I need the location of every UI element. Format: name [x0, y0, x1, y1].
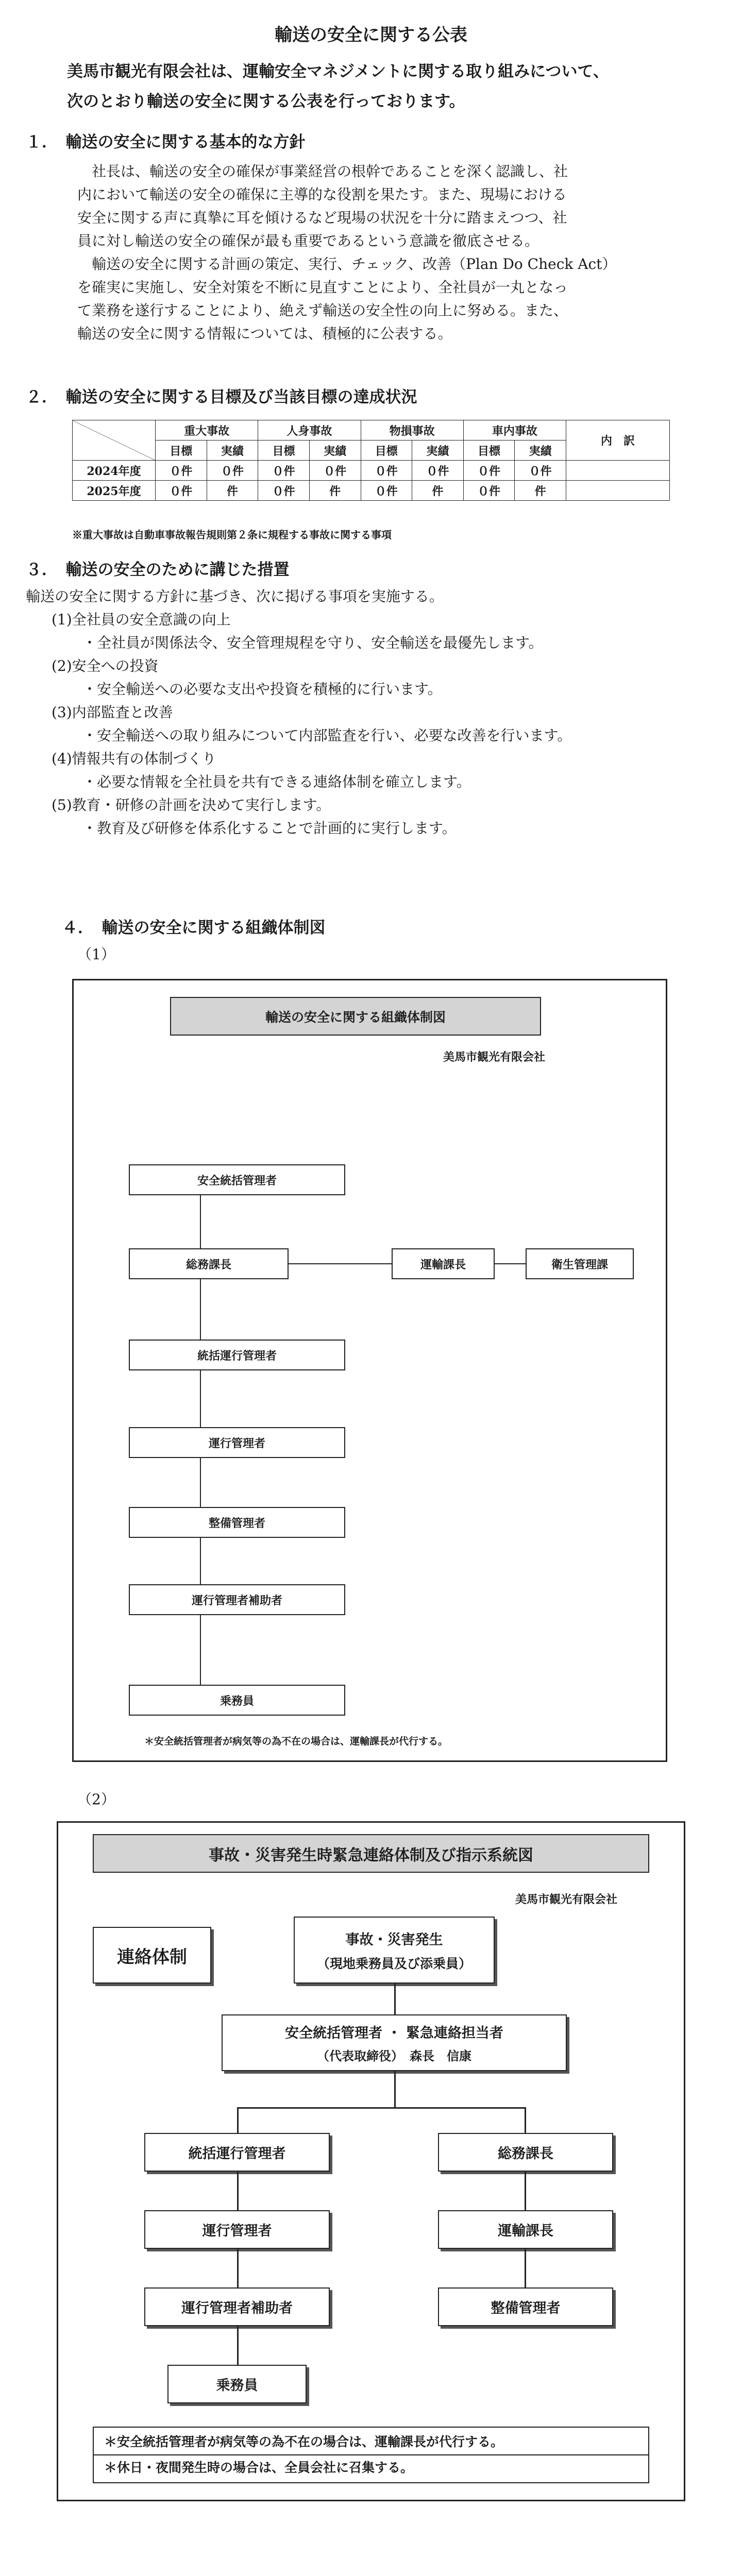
s3-item-desc: ・全社員が関係法令、安全管理規程を守り、安全輸送を最優先します。: [82, 634, 543, 651]
table-header: 重大事故: [156, 420, 258, 440]
emergency-head-box: [222, 2014, 567, 2071]
org-node-operations-manager: 運行管理者: [129, 1427, 345, 1458]
org-chart-title: 輸送の安全に関する組織体制図: [170, 997, 541, 1036]
emergency-line: [237, 2107, 526, 2109]
table-corner: [73, 420, 156, 461]
emergency-line: [525, 2107, 526, 2133]
table-cell: [566, 461, 670, 481]
org-node-general-affairs-chief: 総務課長: [129, 1248, 289, 1279]
emergency-line: [237, 2107, 239, 2133]
emergency-line: [394, 2071, 396, 2107]
org-node-hygiene: 衛生管理課: [526, 1248, 634, 1279]
org-chart-note: ＊安全統括管理者が病気等の為不在の場合は、運輸課長が代行する。: [144, 1736, 448, 1747]
s3-item-desc: ・安全輸送への取り組みについて内部監査を行い、必要な改善を行います。: [82, 727, 572, 744]
emergency-chart-title: 事故・災害発生時緊急連絡体制及び指示系統図: [93, 1834, 649, 1873]
table-row: [73, 481, 670, 501]
table-cell: ０件: [515, 461, 566, 481]
org-node-maintenance-manager: 整備管理者: [129, 1507, 345, 1538]
org-node-safety-manager: 安全統括管理者: [129, 1164, 345, 1195]
em-left-operations-manager: 運行管理者: [144, 2210, 330, 2249]
emergency-head-sub: （代表取締役） 森長 信康: [317, 2049, 471, 2063]
table-header: 車内事故: [463, 420, 566, 440]
table-cell: ０件: [309, 461, 361, 481]
s3-item-title: (2)安全への投資: [52, 657, 159, 674]
org-vertical-line: [200, 1615, 201, 1685]
table-subheader: 実績: [515, 440, 566, 461]
s3-item-desc: ・必要な情報を全社員を共有できる連絡体制を確立します。: [82, 773, 471, 790]
table-cell: ０件: [463, 461, 515, 481]
em-left-operations-assistant: 運行管理者補助者: [144, 2287, 330, 2326]
em-left-crew: 乗務員: [167, 2365, 307, 2403]
emergency-chart-company: 美馬市観光有限会社: [515, 1893, 618, 1906]
em-right-general-affairs-chief: 総務課長: [438, 2133, 613, 2172]
table-subheader: 目標: [463, 440, 515, 461]
contact-system-badge: 連絡体制: [93, 1927, 211, 1984]
s1-line: 輸送の安全に関する計画の策定、実行、チェック、改善（Plan Do Check Act）: [77, 256, 617, 273]
table-cell: 件: [515, 481, 566, 501]
s1-line: 社長は、輸送の安全の確保が事業経営の根幹であることを深く認識し、社: [77, 163, 568, 180]
emergency-line: [394, 1984, 396, 2014]
table-cell: ０件: [258, 461, 310, 481]
table-cell: ０件: [207, 461, 258, 481]
table-header: 人身事故: [258, 420, 361, 440]
em-right-maintenance-manager: 整備管理者: [438, 2287, 613, 2326]
s3-item-title: (3)内部監査と改善: [52, 704, 173, 721]
table-cell: 件: [207, 481, 258, 501]
org-node-transport-chief: 運輸課長: [392, 1248, 495, 1279]
table-subheader: 目標: [361, 440, 412, 461]
table-cell: ０件: [412, 461, 464, 481]
table-subheader: 目標: [156, 440, 207, 461]
table-subheader: 実績: [207, 440, 258, 461]
emergency-line: [525, 2249, 526, 2287]
table-cell: ０件: [463, 481, 515, 501]
emergency-line: [237, 2172, 239, 2210]
section-1-heading: １． 輸送の安全に関する基本的な方針: [26, 133, 306, 151]
org-vertical-line: [200, 1180, 201, 1623]
table-row: [73, 461, 670, 481]
org-node-crew: 乗務員: [129, 1685, 345, 1716]
table-subheader: 目標: [258, 440, 310, 461]
row-year: 2025年度: [73, 481, 156, 501]
table-cell: ０件: [156, 481, 207, 501]
table-note: ※重大事故は自動車事故報告規則第２条に規程する事故に関する事項: [72, 529, 392, 541]
emergency-line: [237, 2326, 239, 2365]
s3-item-desc: ・安全輸送への必要な支出や投資を積極的に行います。: [82, 681, 442, 698]
lead-line-1: 美馬市観光有限会社は、運輸安全マネジメントに関する取り組みについて、: [67, 62, 609, 81]
table-subheader: 実績: [309, 440, 361, 461]
table-cell: ０件: [361, 461, 412, 481]
table-subheader: 実績: [412, 440, 464, 461]
targets-table: [72, 420, 670, 501]
s1-line: 安全に関する声に真摯に耳を傾けるなど現場の状況を十分に踏まえつつ、社: [77, 209, 567, 226]
em-left-chief-operations-manager: 統括運行管理者: [144, 2133, 330, 2172]
s1-line: 輸送の安全に関する情報については、積極的に公表する。: [77, 325, 452, 342]
table-cell: 件: [309, 481, 361, 501]
section-4-heading: ４． 輸送の安全に関する組織体制図: [62, 919, 326, 937]
table-header: 内 訳: [566, 420, 670, 461]
org-chart-frame: [72, 979, 667, 1762]
section-1-body: [77, 160, 721, 345]
table-header: 物損事故: [361, 420, 463, 440]
incident-origin-title: 事故・災害発生: [345, 1931, 443, 1948]
table-cell: 件: [412, 481, 464, 501]
s3-item-title: (4)情報共有の体制づくり: [52, 750, 216, 767]
section-3-heading: ３． 輸送の安全のために講じた措置: [26, 561, 290, 579]
s3-item-desc: ・教育及び研修を体系化することで計画的に実行します。: [82, 820, 457, 837]
table-cell: ０件: [361, 481, 412, 501]
s3-intro: 輸送の安全に関する方針に基づき、次に掲げる事項を実施する。: [26, 588, 444, 605]
s1-line: て業務を遂行することにより、絶えず輸送の安全性の向上に努める。また、: [77, 302, 568, 319]
section-3-body: [26, 585, 721, 840]
emergency-note: ＊休日・夜間発生時の場合は、全員会社に召集する。: [104, 2460, 414, 2475]
s3-item-title: (1)全社員の安全意識の向上: [52, 611, 231, 628]
org-horizontal-line: [289, 1263, 392, 1264]
s1-line: 内において輸送の安全の確保に主導的な役割を果たす。また、現場における: [77, 186, 567, 203]
em-right-transport-chief: 運輸課長: [438, 2210, 613, 2249]
emergency-note: ＊安全統括管理者が病気等の為不在の場合は、運輸課長が代行する。: [104, 2434, 504, 2449]
s3-item-title: (5)教育・研修の計画を決めて実行します。: [52, 796, 331, 814]
org-chart-company: 美馬市観光有限会社: [443, 1051, 546, 1064]
org-horizontal-line: [495, 1263, 526, 1264]
table-cell: ０件: [156, 461, 207, 481]
page-title: 輸送の安全に関する公表: [275, 25, 467, 45]
org-node-operations-assistant: 運行管理者補助者: [129, 1584, 345, 1615]
emergency-head-title: 安全統括管理者 ・ 緊急連絡担当者: [285, 2025, 503, 2041]
org-node-chief-operations-manager: 統括運行管理者: [129, 1340, 345, 1370]
incident-origin-box: [294, 1917, 495, 1984]
emergency-line: [525, 2172, 526, 2210]
row-year: 2024年度: [73, 461, 156, 481]
notes-divider: [93, 2454, 649, 2455]
s1-line: を確実に実施し、安全対策を不断に見直すことにより、全社員が一丸となっ: [77, 279, 568, 296]
s1-line: 員に対し輸送の安全の確保が最も重要であるという意識を徹底させる。: [77, 232, 539, 249]
table-cell: [566, 481, 670, 501]
section-2-heading: ２． 輸送の安全に関する目標及び当該目標の達成状況: [26, 388, 417, 406]
emergency-line: [237, 2249, 239, 2287]
lead-line-2: 次のとおり輸送の安全に関する公表を行っております。: [67, 92, 465, 111]
chart-2-label: （2）: [77, 1791, 115, 1808]
chart-1-label: （1）: [77, 946, 115, 963]
incident-origin-sub: （現地乗務員及び添乗員）: [316, 1956, 471, 1971]
table-cell: ０件: [258, 481, 310, 501]
